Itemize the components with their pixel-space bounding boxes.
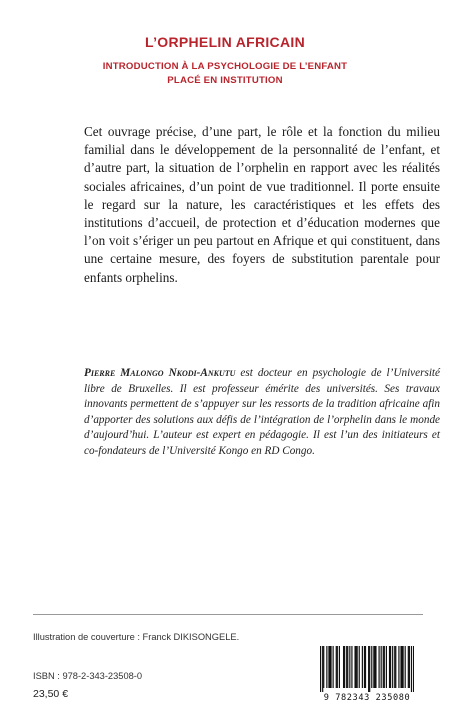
barcode-bar	[365, 646, 366, 688]
barcode-bar	[398, 646, 399, 688]
isbn: ISBN : 978-2-343-23508-0	[33, 671, 143, 681]
illustration-credit: Illustration de couverture : Franck DIKISONGELE.	[33, 632, 240, 642]
barcode-bar	[384, 646, 385, 688]
author-name: Pierre Malongo Nkodi-Ankutu	[84, 367, 236, 379]
barcode-bar	[328, 646, 329, 688]
author-bio-block	[84, 366, 440, 459]
barcode-bar	[329, 646, 330, 688]
barcode-bar	[322, 646, 323, 692]
barcode-bar	[405, 646, 406, 688]
barcode-bar	[371, 646, 372, 688]
barcode-bar	[364, 646, 365, 688]
barcode-bar	[375, 646, 376, 688]
barcode-bar	[330, 646, 331, 688]
barcode-bar	[413, 646, 414, 692]
barcode-bar	[409, 646, 410, 688]
barcode-bars	[320, 646, 414, 692]
book-abstract: Cet ouvrage précise, d’une part, le rôle et la fonction du milieu familial dans le développement de la personnalité de l’enfant, et d’autre part, la situation de l’orphelin en rapport avec les réalités sociales africaines, d’un point de vue traditionnel. Il porte ensuite le regard sur la nature, les caractéristiques et les effets des institutions d’accueil, de protection et d’éducation modernes que l’on voit s’ériger un peu partout en Afrique et qui constituent, dans une certaine mesure, des foyers de substitution parentale pour enfants orphelins.	[84, 124, 440, 285]
barcode-bar	[392, 646, 393, 688]
barcode-bar	[373, 646, 374, 688]
barcode-bar	[408, 646, 409, 688]
barcode-bar	[349, 646, 350, 688]
barcode-bar	[336, 646, 337, 688]
barcode-bar	[362, 646, 363, 688]
book-subtitle	[60, 60, 390, 88]
barcode-bar	[354, 646, 355, 688]
barcode-bar	[356, 646, 357, 688]
barcode-bar	[374, 646, 375, 688]
barcode-bar	[395, 646, 396, 688]
barcode-bar	[343, 646, 344, 688]
barcode-bar	[386, 646, 387, 688]
book-title: L’ORPHELIN AFRICAIN	[145, 34, 305, 50]
barcode-bar	[378, 646, 379, 688]
author-bio: est docteur en psychologie de l’Université libre de Bruxelles. Il est professeur émérite des universités. Ses travaux innovants permettent de s’appuyer sur les ressorts de la tradition africaine afin d’apporter des solutions aux défis de l’intégration de l’orphelin dans le monde d’aujourd’hui. L’auteur est expert en pédagogie. Il est l’un des initiateurs et co-fondateurs de l’Université Kongo en RD Congo.	[84, 367, 440, 457]
barcode-bar	[359, 646, 360, 688]
barcode	[312, 646, 422, 706]
barcode-bar	[381, 646, 382, 688]
barcode-bar	[320, 646, 321, 692]
barcode-bar	[394, 646, 395, 688]
barcode-bar	[390, 646, 391, 688]
barcode-bar	[344, 646, 345, 688]
barcode-bar	[333, 646, 334, 688]
barcode-bar	[369, 646, 370, 692]
barcode-bar	[403, 646, 404, 688]
barcode-bar	[383, 646, 384, 688]
barcode-bar	[389, 646, 390, 688]
barcode-bar	[368, 646, 369, 692]
barcode-bar	[337, 646, 338, 688]
barcode-bar	[400, 646, 401, 688]
barcode-bar	[346, 646, 347, 688]
barcode-bar	[339, 646, 340, 688]
barcode-bar	[323, 646, 324, 688]
barcode-number: 9 782343 235080	[323, 693, 411, 703]
barcode-bar	[326, 646, 327, 688]
subtitle-line-1: INTRODUCTION À LA PSYCHOLOGIE DE L’ENFANT	[102, 61, 348, 72]
price: 23,50 €	[33, 688, 69, 700]
divider	[33, 614, 423, 615]
subtitle-line-2: PLACÉ EN INSTITUTION	[167, 75, 283, 86]
barcode-bar	[357, 646, 358, 688]
barcode-bar	[347, 646, 348, 688]
barcode-bar	[401, 646, 402, 688]
barcode-bar	[351, 646, 352, 688]
barcode-bar	[411, 646, 412, 692]
